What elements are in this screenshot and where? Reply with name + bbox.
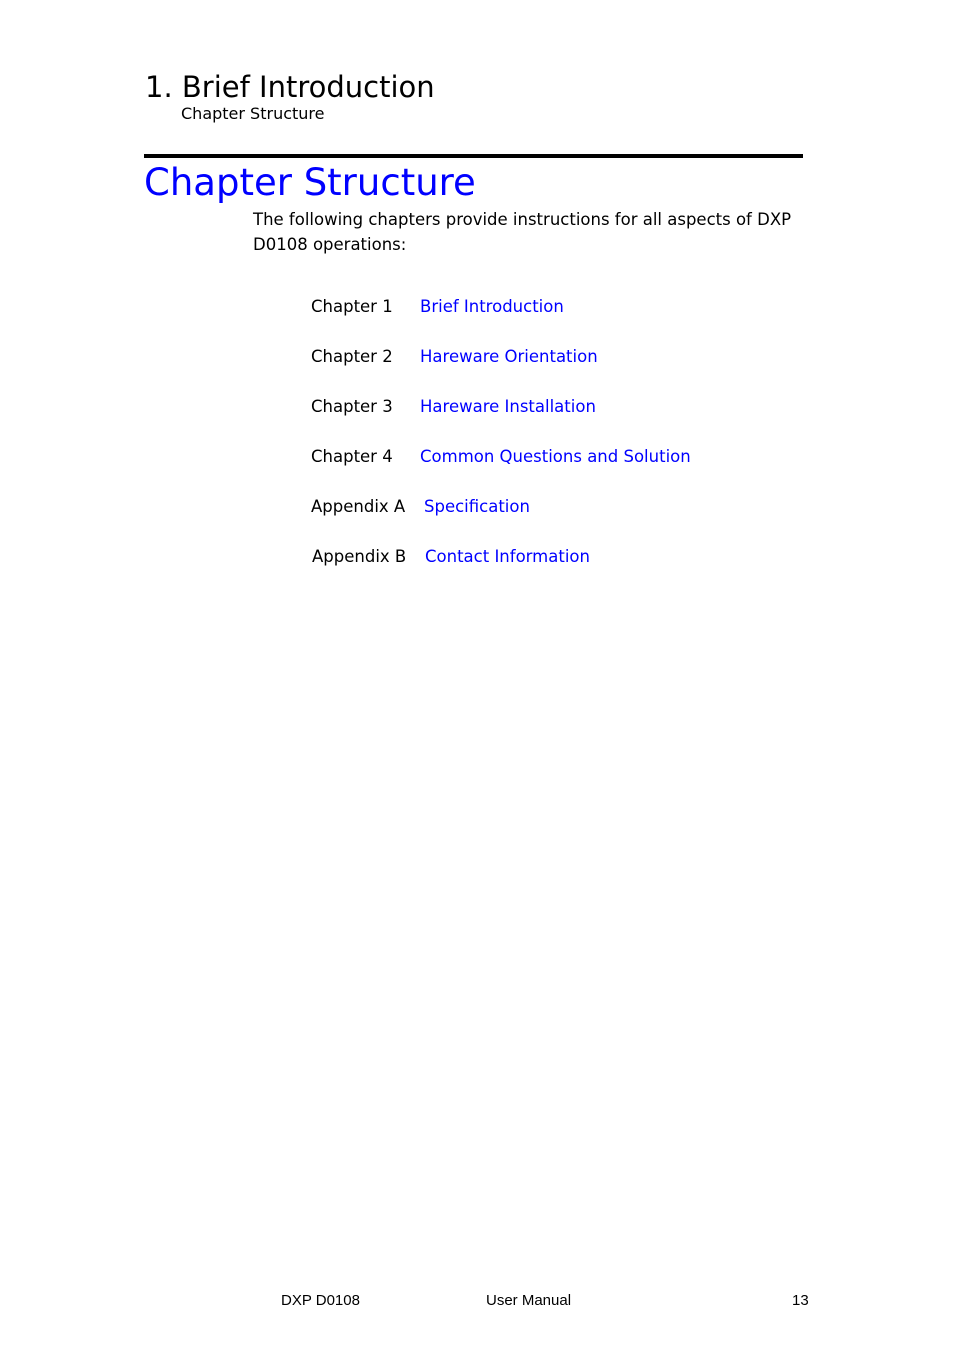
toc-link-specification[interactable]: Specification (424, 497, 530, 516)
divider-rule (144, 154, 803, 158)
toc-label: Appendix A (311, 497, 406, 516)
footer-doc-title: User Manual (486, 1292, 572, 1309)
intro-paragraph: The following chapters provide instructions for all aspects of DXP D0108 operations: (253, 210, 792, 254)
toc-link-common-questions[interactable]: Common Questions and Solution (420, 447, 691, 466)
toc-link-brief-introduction[interactable]: Brief Introduction (420, 297, 564, 316)
section-title: Chapter Structure (144, 161, 476, 204)
chapter-title: 1. Brief Introduction (145, 70, 435, 104)
toc-label: Chapter 2 (311, 347, 393, 366)
toc-label: Chapter 1 (311, 297, 393, 316)
toc-link-contact-information[interactable]: Contact Information (425, 547, 590, 566)
toc-label: Appendix B (312, 547, 407, 566)
toc-label: Chapter 3 (311, 397, 393, 416)
section-subtitle: Chapter Structure (181, 104, 325, 123)
page-number: 13 (792, 1292, 809, 1309)
footer-product: DXP D0108 (281, 1292, 360, 1309)
toc-label: Chapter 4 (311, 447, 393, 466)
toc-link-hareware-orientation[interactable]: Hareware Orientation (420, 347, 598, 366)
toc-link-hareware-installation[interactable]: Hareware Installation (420, 397, 596, 416)
